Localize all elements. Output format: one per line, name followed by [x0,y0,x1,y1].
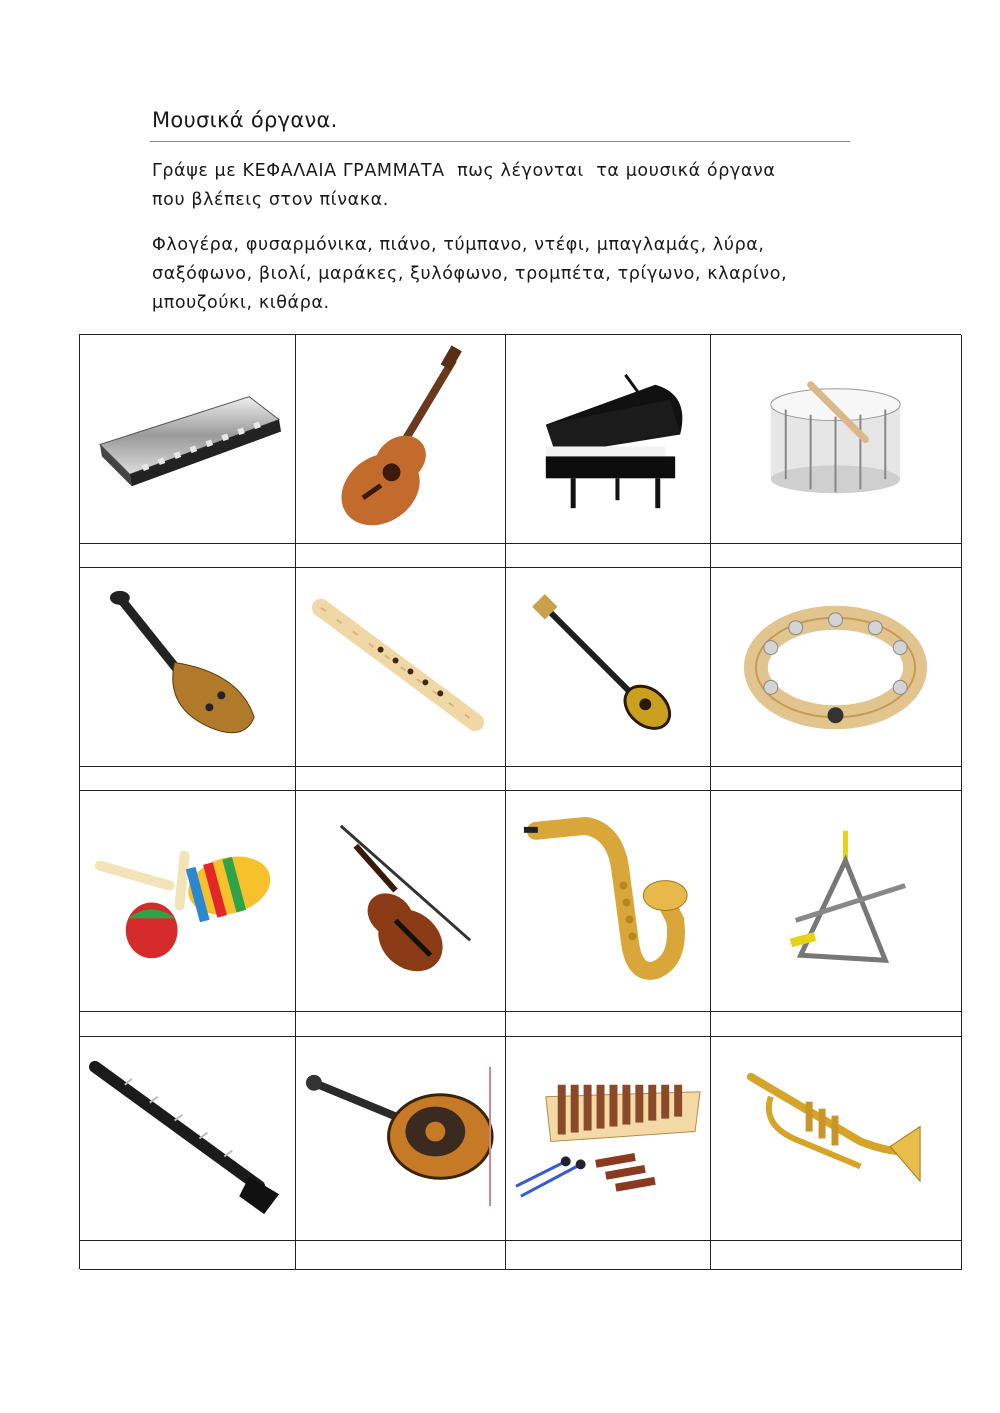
picture-cell [80,568,296,767]
answer-cell[interactable] [80,1012,296,1037]
picture-cell [711,335,962,544]
picture-cell [506,335,711,544]
triangle-icon [711,791,961,1011]
instruction-text [152,157,872,215]
picture-cell [80,335,296,544]
picture-cell [296,335,506,544]
picture-cell [80,1037,296,1241]
worksheet-title: Μουσικά όργανα. [152,108,338,132]
snare-drum-icon [711,335,961,543]
picture-cell [506,1037,711,1241]
trumpet-icon [711,1037,961,1240]
baglamas-icon [506,568,710,766]
picture-cell [711,791,962,1012]
word-bank [152,231,872,318]
answer-cell[interactable] [80,1241,296,1270]
answer-cell[interactable] [711,1012,962,1037]
harmonica-icon [80,335,295,543]
answer-cell[interactable] [506,544,711,568]
answer-cell[interactable] [80,544,296,568]
instruction-line-2: που βλέπεις στον πίνακα. [152,190,389,210]
instrument-grid [79,334,961,1269]
picture-cell [296,1037,506,1241]
answer-cell[interactable] [506,1012,711,1037]
answer-cell[interactable] [506,767,711,791]
bouzouki-icon [296,1037,505,1240]
instruction-line-1: Γράψε με ΚΕΦΑΛΑΙΑ ΓΡΑΜΜΑΤΑ πως λέγονται τα μουσικά όργανα [152,161,776,181]
maracas-icon [80,791,295,1011]
picture-cell [711,568,962,767]
xylophone-icon [506,1037,710,1240]
answer-cell[interactable] [296,767,506,791]
guitar-icon [296,335,505,543]
picture-cell [711,1037,962,1241]
lyra-icon [80,568,295,766]
title-divider [150,141,850,142]
picture-cell [506,568,711,767]
answer-cell[interactable] [506,1241,711,1270]
picture-cell [506,791,711,1012]
word-bank-line-1: Φλογέρα, φυσαρμόνικα, πιάνο, τύμπανο, ντέφι, μπαγλαμάς, λύρα, [152,235,765,255]
saxophone-icon [506,791,710,1011]
answer-cell[interactable] [711,1241,962,1270]
answer-cell[interactable] [296,1241,506,1270]
tambourine-icon [711,568,961,766]
answer-cell[interactable] [80,767,296,791]
picture-cell [296,568,506,767]
answer-cell[interactable] [711,544,962,568]
picture-cell [80,791,296,1012]
answer-cell[interactable] [296,1012,506,1037]
answer-cell[interactable] [296,544,506,568]
answer-cell[interactable] [711,767,962,791]
word-bank-line-2: σαξόφωνο, βιολί, μαράκες, ξυλόφωνο, τρομπέτα, τρίγωνο, κλαρίνο, [152,264,788,284]
word-bank-line-3: μπουζούκι, κιθάρα. [152,293,330,313]
clarinet-icon [80,1037,295,1240]
violin-icon [296,791,505,1011]
grand-piano-icon [506,335,710,543]
recorder-flute-icon [296,568,505,766]
picture-cell [296,791,506,1012]
